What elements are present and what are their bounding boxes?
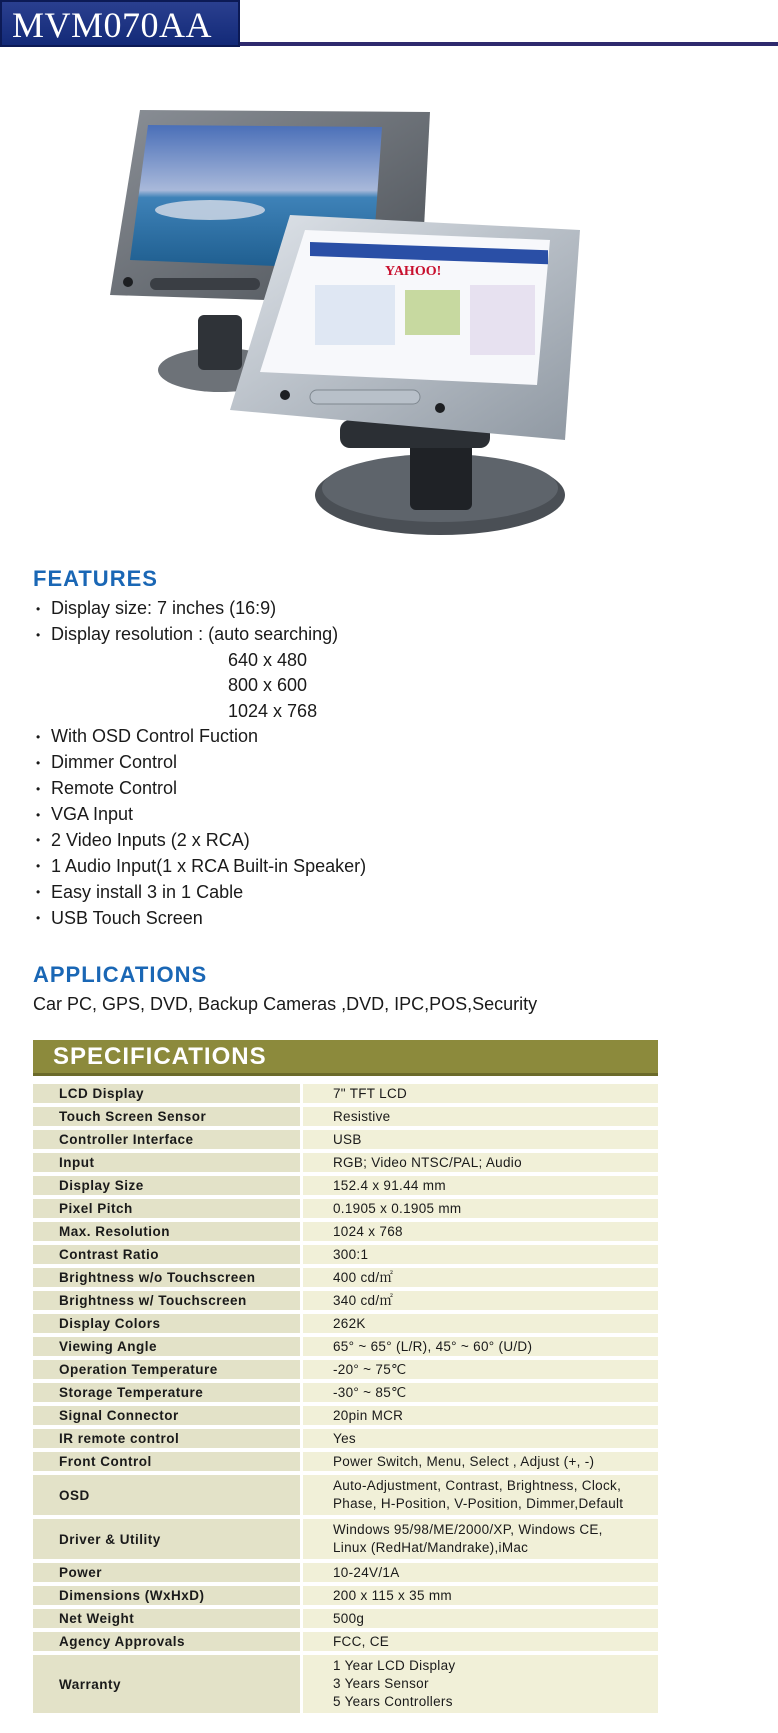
- spec-value: [303, 1176, 658, 1195]
- spec-value-line: 300:1: [333, 1246, 369, 1262]
- bullet: •: [36, 781, 41, 796]
- spec-row: [33, 1082, 658, 1105]
- bullet: •: [36, 885, 41, 900]
- spec-row: [33, 1561, 658, 1584]
- bullet: •: [36, 755, 41, 770]
- spec-label: Operation Temperature: [33, 1360, 300, 1379]
- spec-value: [303, 1337, 658, 1356]
- spec-value: [303, 1429, 658, 1448]
- applications-heading: APPLICATIONS: [33, 962, 208, 987]
- spec-value: [303, 1609, 658, 1628]
- feature-item: [36, 596, 366, 622]
- spec-value-line: FCC, CE: [333, 1633, 390, 1649]
- feature-text: With OSD Control Fuction: [51, 726, 259, 747]
- spec-value: [303, 1452, 658, 1471]
- spec-value-line: Resistive: [333, 1108, 391, 1124]
- spec-value-line: 10-24V/1A: [333, 1564, 400, 1580]
- features-heading: FEATURES: [33, 566, 158, 591]
- spec-row: [33, 1151, 658, 1174]
- spec-row: [33, 1220, 658, 1243]
- bullet: •: [36, 807, 41, 822]
- spec-value-line: Auto-Adjustment, Contrast, Brightness, Clock,: [333, 1478, 622, 1493]
- spec-label: Viewing Angle: [33, 1337, 300, 1356]
- spec-value-line: 20pin MCR: [333, 1407, 404, 1423]
- spec-value-line: Yes: [333, 1430, 356, 1446]
- spec-value: [303, 1199, 658, 1218]
- feature-text: 2 Video Inputs (2 x RCA): [51, 829, 250, 850]
- feature-text: 800 x 600: [228, 675, 308, 696]
- spec-value-line: 5 Years Controllers: [333, 1694, 453, 1709]
- spec-label: Input: [33, 1153, 300, 1172]
- spec-row: [33, 1174, 658, 1197]
- spec-row: [33, 1289, 658, 1312]
- bullet: •: [36, 729, 41, 744]
- spec-value-line: Phase, H-Position, V-Position, Dimmer,Default: [333, 1496, 624, 1511]
- spec-value: [303, 1519, 658, 1559]
- spec-label: Agency Approvals: [33, 1632, 300, 1651]
- title-banner: [0, 0, 240, 47]
- spec-value: [303, 1563, 658, 1582]
- spec-value-line: 1 Year LCD Display: [333, 1658, 456, 1673]
- applications-text: Car PC, GPS, DVD, Backup Cameras ,DVD, IPC,POS,Security: [33, 994, 538, 1014]
- feature-item: [36, 776, 366, 802]
- spec-label: Storage Temperature: [33, 1383, 300, 1402]
- spec-row: [33, 1105, 658, 1128]
- spec-label: IR remote control: [33, 1429, 300, 1448]
- spec-row: [33, 1630, 658, 1653]
- spec-label: Display Size: [33, 1176, 300, 1195]
- spec-row: [33, 1450, 658, 1473]
- spec-label: Touch Screen Sensor: [33, 1107, 300, 1126]
- spec-value-line: -30° ~ 85℃: [333, 1384, 407, 1400]
- spec-value: [303, 1245, 658, 1264]
- spec-value: [303, 1655, 658, 1713]
- feature-text: USB Touch Screen: [51, 907, 203, 928]
- spec-value: [303, 1084, 658, 1103]
- feature-text: Easy install 3 in 1 Cable: [51, 881, 244, 902]
- spec-label: Net Weight: [33, 1609, 300, 1628]
- spec-value-line: -20° ~ 75℃: [333, 1361, 407, 1377]
- features-list: [36, 596, 366, 932]
- spec-row: [33, 1312, 658, 1335]
- spec-row: [33, 1517, 658, 1561]
- feature-text: Display resolution : (auto searching): [51, 623, 339, 644]
- spec-value-line: 1024 x 768: [333, 1223, 403, 1239]
- spec-value: [303, 1632, 658, 1651]
- spec-value-line: 400 cd/㎡: [333, 1269, 394, 1285]
- spec-label: Brightness w/ Touchscreen: [33, 1291, 300, 1310]
- spec-value: [303, 1130, 658, 1149]
- spec-value: [303, 1107, 658, 1126]
- spec-label: Brightness w/o Touchscreen: [33, 1268, 300, 1287]
- feature-item: [36, 906, 366, 932]
- spec-value: [303, 1222, 658, 1241]
- spec-value-line: 200 x 115 x 35 mm: [333, 1587, 452, 1603]
- spec-row: [33, 1473, 658, 1517]
- spec-row: [33, 1197, 658, 1220]
- spec-row: [33, 1266, 658, 1289]
- spec-row: [33, 1381, 658, 1404]
- front-monitor: [230, 215, 580, 440]
- spec-value: [303, 1586, 658, 1605]
- spec-value-line: RGB; Video NTSC/PAL; Audio: [333, 1154, 522, 1170]
- feature-item: [36, 854, 366, 880]
- spec-row: [33, 1128, 658, 1151]
- spec-label: Warranty: [33, 1655, 300, 1713]
- feature-item: [36, 828, 366, 854]
- spec-label: Front Control: [33, 1452, 300, 1471]
- spec-label: LCD Display: [33, 1084, 300, 1103]
- spec-value: [303, 1314, 658, 1333]
- spec-label: Dimensions (WxHxD): [33, 1586, 300, 1605]
- feature-text: 1 Audio Input(1 x RCA Built-in Speaker): [51, 855, 367, 876]
- feature-text: VGA Input: [51, 803, 134, 824]
- spec-label: Contrast Ratio: [33, 1245, 300, 1264]
- front-monitor-stand: [315, 420, 565, 535]
- spec-value: [303, 1383, 658, 1402]
- spec-value-line: 3 Years Sensor: [333, 1676, 429, 1691]
- spec-label: Signal Connector: [33, 1406, 300, 1425]
- product-title: MVM070AA: [12, 5, 213, 45]
- product-image: [110, 110, 670, 580]
- spec-row: [33, 1335, 658, 1358]
- feature-item: [36, 802, 366, 828]
- specifications-header: [33, 1040, 658, 1076]
- spec-value-line: 65° ~ 65° (L/R), 45° ~ 60° (U/D): [333, 1338, 533, 1354]
- bullet: •: [36, 911, 41, 926]
- spec-row: [33, 1243, 658, 1266]
- feature-text: 640 x 480: [228, 649, 308, 670]
- spec-value-line: Power Switch, Menu, Select , Adjust (+, -): [333, 1453, 595, 1469]
- yahoo-logo: YAHOO!: [385, 264, 442, 279]
- spec-label: Max. Resolution: [33, 1222, 300, 1241]
- spec-label: Display Colors: [33, 1314, 300, 1333]
- bullet: •: [36, 601, 41, 616]
- spec-label: Power: [33, 1563, 300, 1582]
- spec-row: [33, 1427, 658, 1450]
- spec-value: [303, 1268, 658, 1287]
- feature-subitem: [36, 648, 366, 673]
- spec-value: [303, 1475, 658, 1515]
- feature-subitem: [36, 699, 366, 724]
- spec-value-line: 262K: [333, 1315, 366, 1331]
- feature-text: Dimmer Control: [51, 752, 178, 773]
- bullet: •: [36, 627, 41, 642]
- spec-row: [33, 1607, 658, 1630]
- spec-value-line: 7" TFT LCD: [333, 1085, 408, 1101]
- spec-label: Controller Interface: [33, 1130, 300, 1149]
- spec-value-line: 500g: [333, 1610, 365, 1626]
- spec-value-line: 152.4 x 91.44 mm: [333, 1177, 446, 1193]
- feature-item: [36, 750, 366, 776]
- spec-value: [303, 1153, 658, 1172]
- spec-row: [33, 1404, 658, 1427]
- bullet: •: [36, 859, 41, 874]
- feature-text: 1024 x 768: [228, 700, 318, 721]
- feature-item: [36, 622, 366, 648]
- bullet: •: [36, 833, 41, 848]
- spec-value: [303, 1291, 658, 1310]
- spec-value: [303, 1406, 658, 1425]
- spec-value-line: 340 cd/㎡: [333, 1292, 394, 1308]
- spec-row: [33, 1653, 658, 1715]
- feature-item: [36, 724, 366, 750]
- spec-value-line: USB: [333, 1131, 362, 1147]
- spec-label: Driver & Utility: [33, 1519, 300, 1559]
- spec-label: OSD: [33, 1475, 300, 1515]
- spec-row: [33, 1358, 658, 1381]
- feature-text: Display size: 7 inches (16:9): [51, 598, 277, 618]
- feature-text: Remote Control: [51, 778, 178, 799]
- spec-row: [33, 1584, 658, 1607]
- spec-label: Pixel Pitch: [33, 1199, 300, 1218]
- title-underline: [240, 42, 778, 46]
- spec-value-line: Windows 95/98/ME/2000/XP, Windows CE,: [333, 1522, 603, 1537]
- spec-value: [303, 1360, 658, 1379]
- feature-subitem: [36, 673, 366, 698]
- specifications-heading: SPECIFICATIONS: [53, 1043, 267, 1070]
- spec-value-line: 0.1905 x 0.1905 mm: [333, 1200, 462, 1216]
- spec-value-line: Linux (RedHat/Mandrake),iMac: [333, 1540, 529, 1555]
- feature-item: [36, 880, 366, 906]
